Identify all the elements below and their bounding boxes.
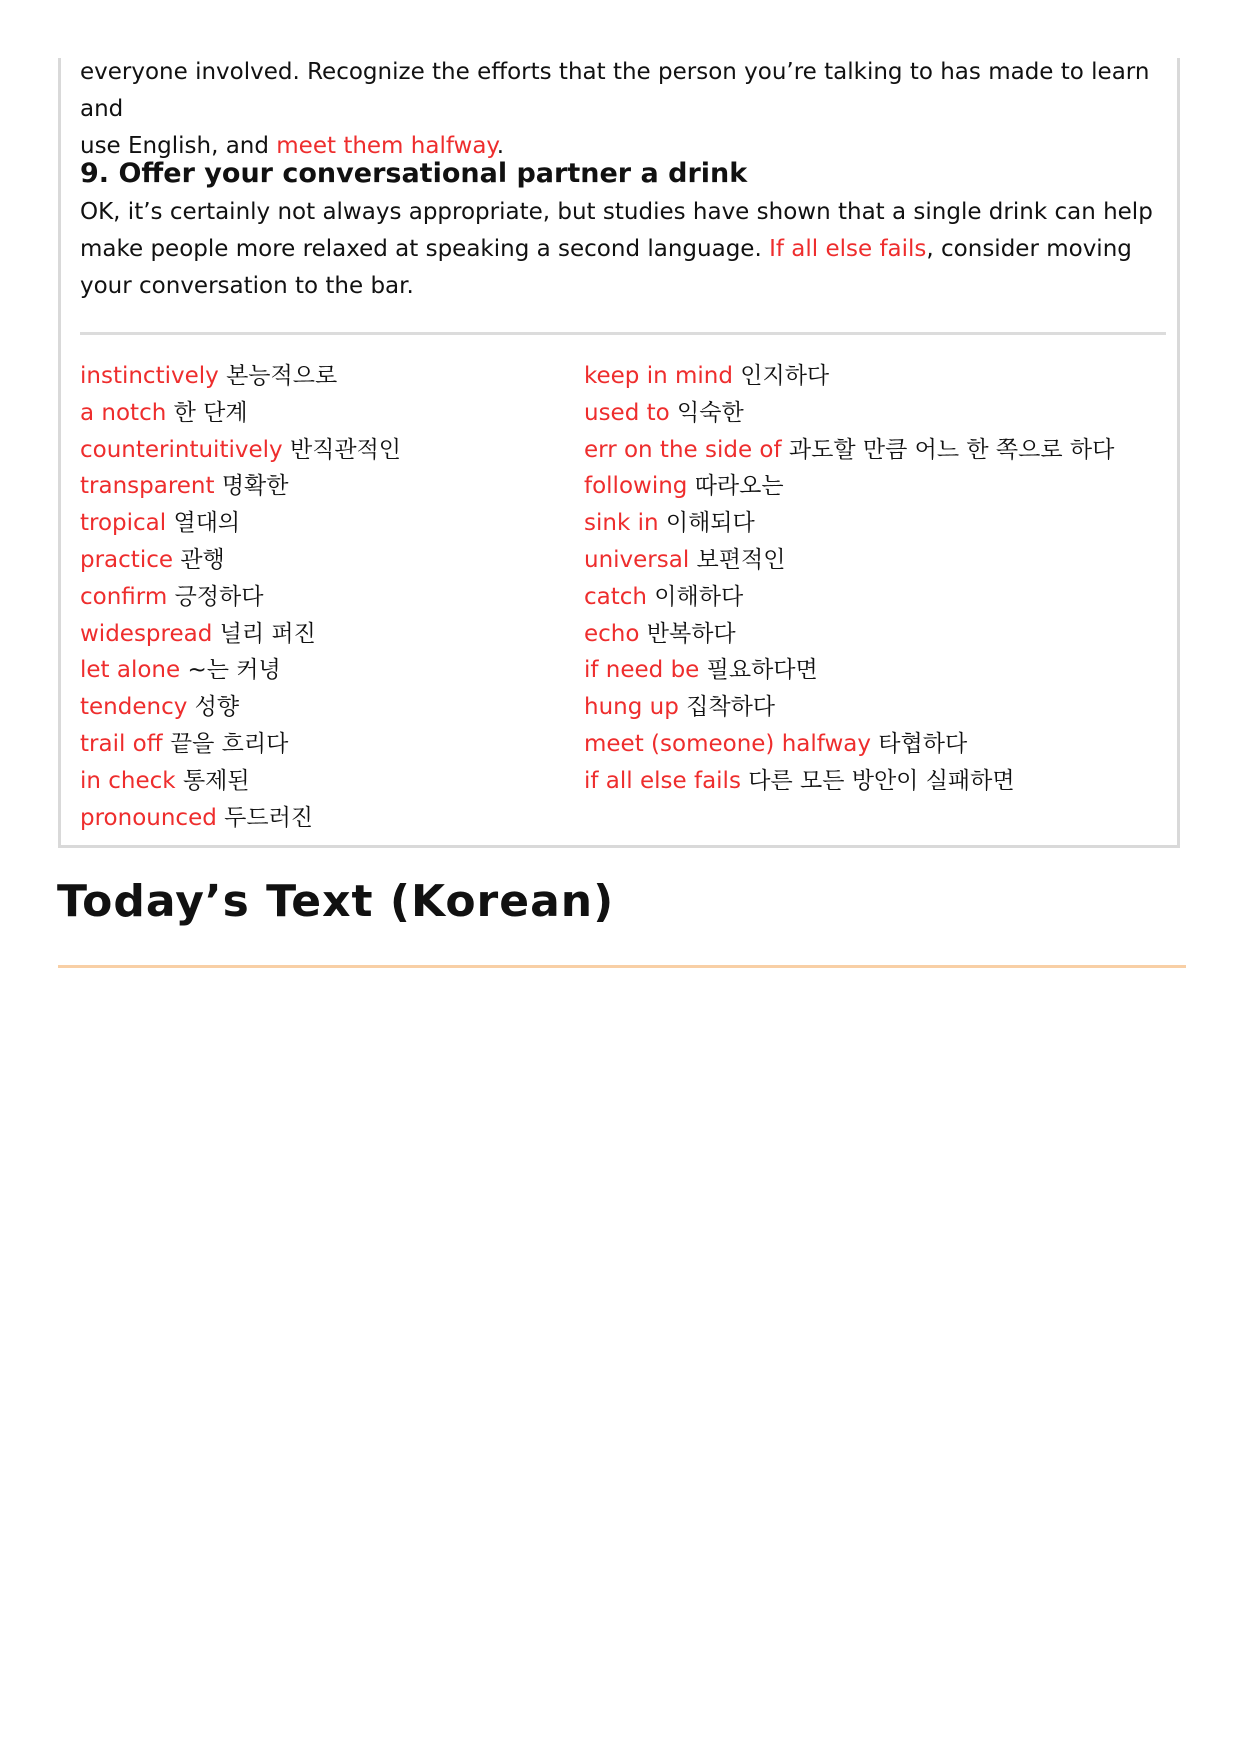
vocab-item — [584, 542, 1114, 579]
vocab-item — [584, 689, 1114, 726]
vocab-item — [80, 726, 401, 763]
vocab-korean-meaning: 본능적으로 — [226, 363, 338, 389]
vocab-english-term: catch — [584, 583, 647, 610]
vocab-english-term: if need be — [584, 657, 700, 684]
vocabulary-list-left — [80, 358, 401, 836]
vocab-english-term: echo — [584, 620, 640, 647]
vocab-korean-meaning: 따라오는 — [694, 473, 784, 500]
title-underline — [58, 965, 1186, 968]
vocab-english-term: tendency — [80, 694, 188, 721]
vocab-korean-meaning: 관행 — [180, 546, 225, 573]
vocab-english-term: transparent — [80, 473, 215, 500]
vocab-korean-meaning: 필요하다면 — [706, 657, 818, 684]
vocab-english-term: meet (someone) halfway — [584, 730, 871, 757]
vocab-english-term: following — [584, 473, 688, 500]
vocab-korean-meaning: 널리 퍼진 — [219, 620, 316, 647]
vocab-english-term: instinctively — [80, 363, 219, 389]
intro-paragraph — [80, 54, 1165, 165]
vocab-korean-meaning: 끝을 흐리다 — [169, 730, 289, 757]
vocab-korean-meaning: 집착하다 — [686, 694, 776, 721]
vocab-item — [584, 505, 1114, 542]
if-all-else-fails-highlight: If all else fails — [769, 236, 927, 262]
vocab-item — [584, 579, 1114, 616]
vocab-english-term: sink in — [584, 510, 659, 537]
vocab-korean-meaning: 익숙한 — [677, 399, 744, 426]
vocab-korean-meaning: 다른 모든 방안이 실패하면 — [748, 767, 1015, 794]
vocab-item — [80, 689, 401, 726]
vocab-item — [80, 579, 401, 616]
vocab-korean-meaning: 반직관적인 — [289, 436, 402, 463]
vocab-korean-meaning: 이해하다 — [654, 583, 744, 610]
vocab-english-term: practice — [80, 546, 173, 573]
vocab-item — [80, 763, 401, 800]
intro-line2-suffix: . — [496, 133, 505, 159]
section-divider — [80, 332, 1166, 335]
vocab-item — [80, 395, 401, 432]
vocab-item — [584, 358, 1114, 395]
vocab-item — [80, 432, 401, 469]
vocab-item — [80, 358, 401, 395]
vocab-item — [584, 395, 1114, 432]
vocab-english-term: widespread — [80, 620, 213, 647]
vocab-korean-meaning: 이해되다 — [665, 510, 755, 537]
vocab-item — [584, 468, 1114, 505]
vocab-korean-meaning: 타협하다 — [878, 730, 968, 757]
vocab-english-term: hung up — [584, 694, 679, 721]
vocab-english-term: trail off — [80, 730, 163, 757]
vocab-korean-meaning: 성향 — [194, 694, 240, 721]
vocab-english-term: err on the side of — [584, 436, 782, 463]
vocab-korean-meaning: 한 단계 — [173, 399, 248, 426]
section-title: Today’s Text (Korean) — [57, 876, 615, 927]
section-9-body — [80, 194, 1165, 305]
vocab-korean-meaning: 통제된 — [182, 767, 250, 794]
intro-line2-prefix: use English, and — [80, 133, 277, 159]
vocab-item — [584, 616, 1114, 653]
vocab-korean-meaning: 긍정하다 — [174, 583, 264, 610]
vocab-english-term: confirm — [80, 583, 168, 610]
meet-them-halfway-highlight: meet them halfway — [276, 133, 497, 159]
vocab-item — [80, 616, 401, 653]
section-9-heading: 9. Offer your conversational partner a drink — [80, 158, 748, 189]
vocab-korean-meaning: 보편적인 — [696, 546, 786, 573]
vocab-english-term: let alone — [80, 657, 181, 684]
vocab-item — [584, 652, 1114, 689]
vocab-item — [584, 726, 1114, 763]
vocab-item — [80, 468, 401, 505]
vocab-english-term: pronounced — [80, 804, 217, 831]
vocab-english-term: universal — [584, 546, 690, 573]
vocab-item — [80, 542, 401, 579]
vocab-english-term: a notch — [80, 399, 167, 426]
vocab-english-term: used to — [584, 399, 670, 426]
vocab-english-term: keep in mind — [584, 363, 733, 389]
section-9-body-part2: , consider moving your conversation to the bar. — [80, 236, 1132, 299]
vocab-korean-meaning: 열대의 — [173, 510, 241, 537]
vocab-korean-meaning: ~는 커녕 — [187, 657, 281, 684]
vocab-korean-meaning: 명확한 — [221, 473, 289, 500]
vocab-item — [80, 800, 401, 837]
section-9-body-part1: OK, it’s certainly not always appropriate, but studies have shown that a single drink can help make people more relaxed at speaking a second language. — [80, 199, 1153, 262]
vocab-korean-meaning: 반복하다 — [646, 620, 736, 647]
vocab-english-term: tropical — [80, 510, 167, 537]
vocab-item — [584, 763, 1114, 800]
vocab-english-term: counterintuitively — [80, 436, 283, 463]
vocab-korean-meaning: 과도할 만큼 어느 한 쪽으로 하다 — [788, 436, 1115, 463]
vocab-korean-meaning: 두드러진 — [224, 804, 314, 831]
vocab-item — [80, 652, 401, 689]
vocab-item — [584, 432, 1114, 469]
vocab-english-term: in check — [80, 767, 176, 794]
vocab-korean-meaning: 인지하다 — [740, 363, 830, 389]
vocab-item — [80, 505, 401, 542]
vocabulary-list-right — [584, 358, 1114, 800]
intro-line1: everyone involved. Recognize the efforts that the person you’re talking to has made to learn and — [80, 59, 1150, 122]
vocab-english-term: if all else fails — [584, 767, 741, 794]
